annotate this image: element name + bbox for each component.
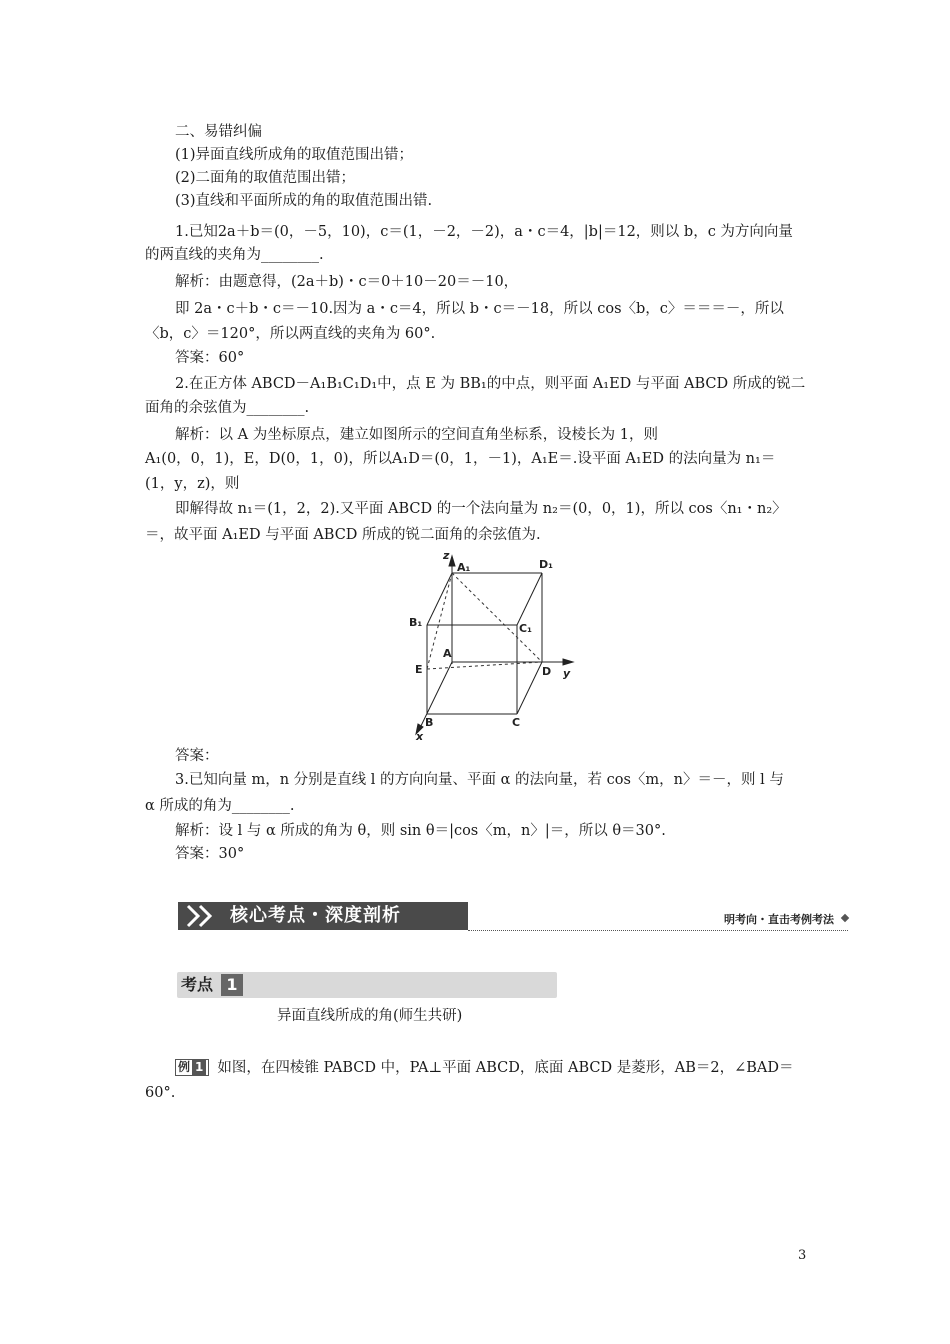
label-a1: A₁ [457,561,471,574]
text-l17: ＝，故平面 A₁ED 与平面 ABCD 所成的锐二面角的余弦值为. [145,527,541,543]
text-l15: (1，y，z)，则 [145,476,240,492]
text-l7: 解析：由题意得，(2a＋b)・c＝0＋10－20＝－10， [175,274,519,290]
cube-figure [405,546,585,746]
example-badge [175,1059,209,1076]
label-c1: C₁ [519,622,532,635]
edge-dc [517,662,542,714]
example-number: 1 [192,1060,206,1075]
label-b: B [425,716,434,729]
text-l5: 1.已知2a＋b＝(0，－5，10)，c＝(1，－2，－2)，a・c＝4，|b|＝12，则以 b，c 为方向向量 [175,224,793,240]
text-l11: 2.在正方体 ABCD－A₁B₁C₁D₁中，点 E 为 BB₁的中点，则平面 A₁ED 与平面 ABCD 所成的锐二 [175,376,806,392]
page-number: 3 [798,1248,807,1263]
label-c: C [512,716,521,729]
text-l4: (3)直线和平面所成的角的取值范围出错. [175,193,433,209]
text-l20: α 所成的角为________. [145,798,295,814]
diamond-icon [841,914,849,922]
example-line-1 [175,1057,807,1080]
label-y: y [563,667,571,680]
label-d: D [542,665,552,678]
edge-d1c1 [517,573,542,625]
dash-a1d [452,573,542,662]
text-l22: 答案：30° [175,846,245,862]
text-l9: 〈b，c〉＝120°，所以两直线的夹角为 60°. [145,326,436,342]
example-text1: 如图，在四棱锥 PABCD 中，PA⊥平面 ABCD，底面 ABCD 是菱形，AB＝2，∠BAD＝ [217,1060,794,1076]
text-l13: 解析：以 A 为坐标原点，建立如图所示的空间直角坐标系，设棱长为 1，则 [175,427,659,443]
label-b1: B₁ [409,616,423,629]
banner-subtitle: 明考向・直击考例考法 [724,913,834,926]
kaodian-title: 异面直线所成的角(师生共研) [277,1008,463,1024]
text-l18: 答案： [175,748,219,764]
section-banner [178,900,848,936]
text-l16: 即解得故 n₁＝(1，2，2).又平面 ABCD 的一个法向量为 n₂＝(0，0，1)，所以 cos〈n₁・n₂〉 [175,501,787,517]
kaodian-bar [177,972,557,998]
z-arrow [449,556,455,566]
banner-divider [468,930,848,931]
dash-ed [427,662,542,669]
text-l3: (2)二面角的取值范围出错； [175,170,356,186]
example-label: 例 [178,1060,191,1074]
text-l21: 解析：设 l 与 α 所成的角为 θ，则 sin θ＝|cos〈m，n〉|＝，所以 θ＝30°. [175,823,666,839]
banner-title: 核心考点・深度剖析 [230,905,401,926]
example-text2: 60°. [145,1085,176,1101]
text-l19: 3.已知向量 m，n 分别是直线 l 的方向向量、平面 α 的法向量，若 cos〈m，n〉＝－，则 l 与 [175,772,784,788]
text-l8: 即 2a・c＋b・c＝－10.因为 a・c＝4，所以 b・c＝－18，所以 cos〈b，c〉＝＝＝－，所以 [175,301,784,317]
label-z: z [443,549,450,562]
label-d1: D₁ [539,558,553,571]
y-arrow [563,659,573,665]
chevron-right-icon [184,904,224,928]
label-a: A [443,647,452,660]
text-l2: (1)异面直线所成角的取值范围出错； [175,147,414,163]
text-l10: 答案：60° [175,350,245,366]
text-l14: A₁(0，0，1)，E，D(0，1，0)，所以A₁D＝(0，1，－1)，A₁E＝.设平面 A₁ED 的法向量为 n₁＝ [145,451,776,467]
text-l6: 的两直线的夹角为________. [145,247,324,263]
x-axis [419,662,452,730]
text-l12: 面角的余弦值为________. [145,400,310,416]
kaodian-label: 考点 [181,975,214,994]
kaodian-number: 1 [221,974,243,996]
text-l1: 二、易错纠偏 [175,124,262,140]
edge-a1b1 [427,573,452,625]
label-e: E [415,663,423,676]
label-x: x [416,730,424,743]
